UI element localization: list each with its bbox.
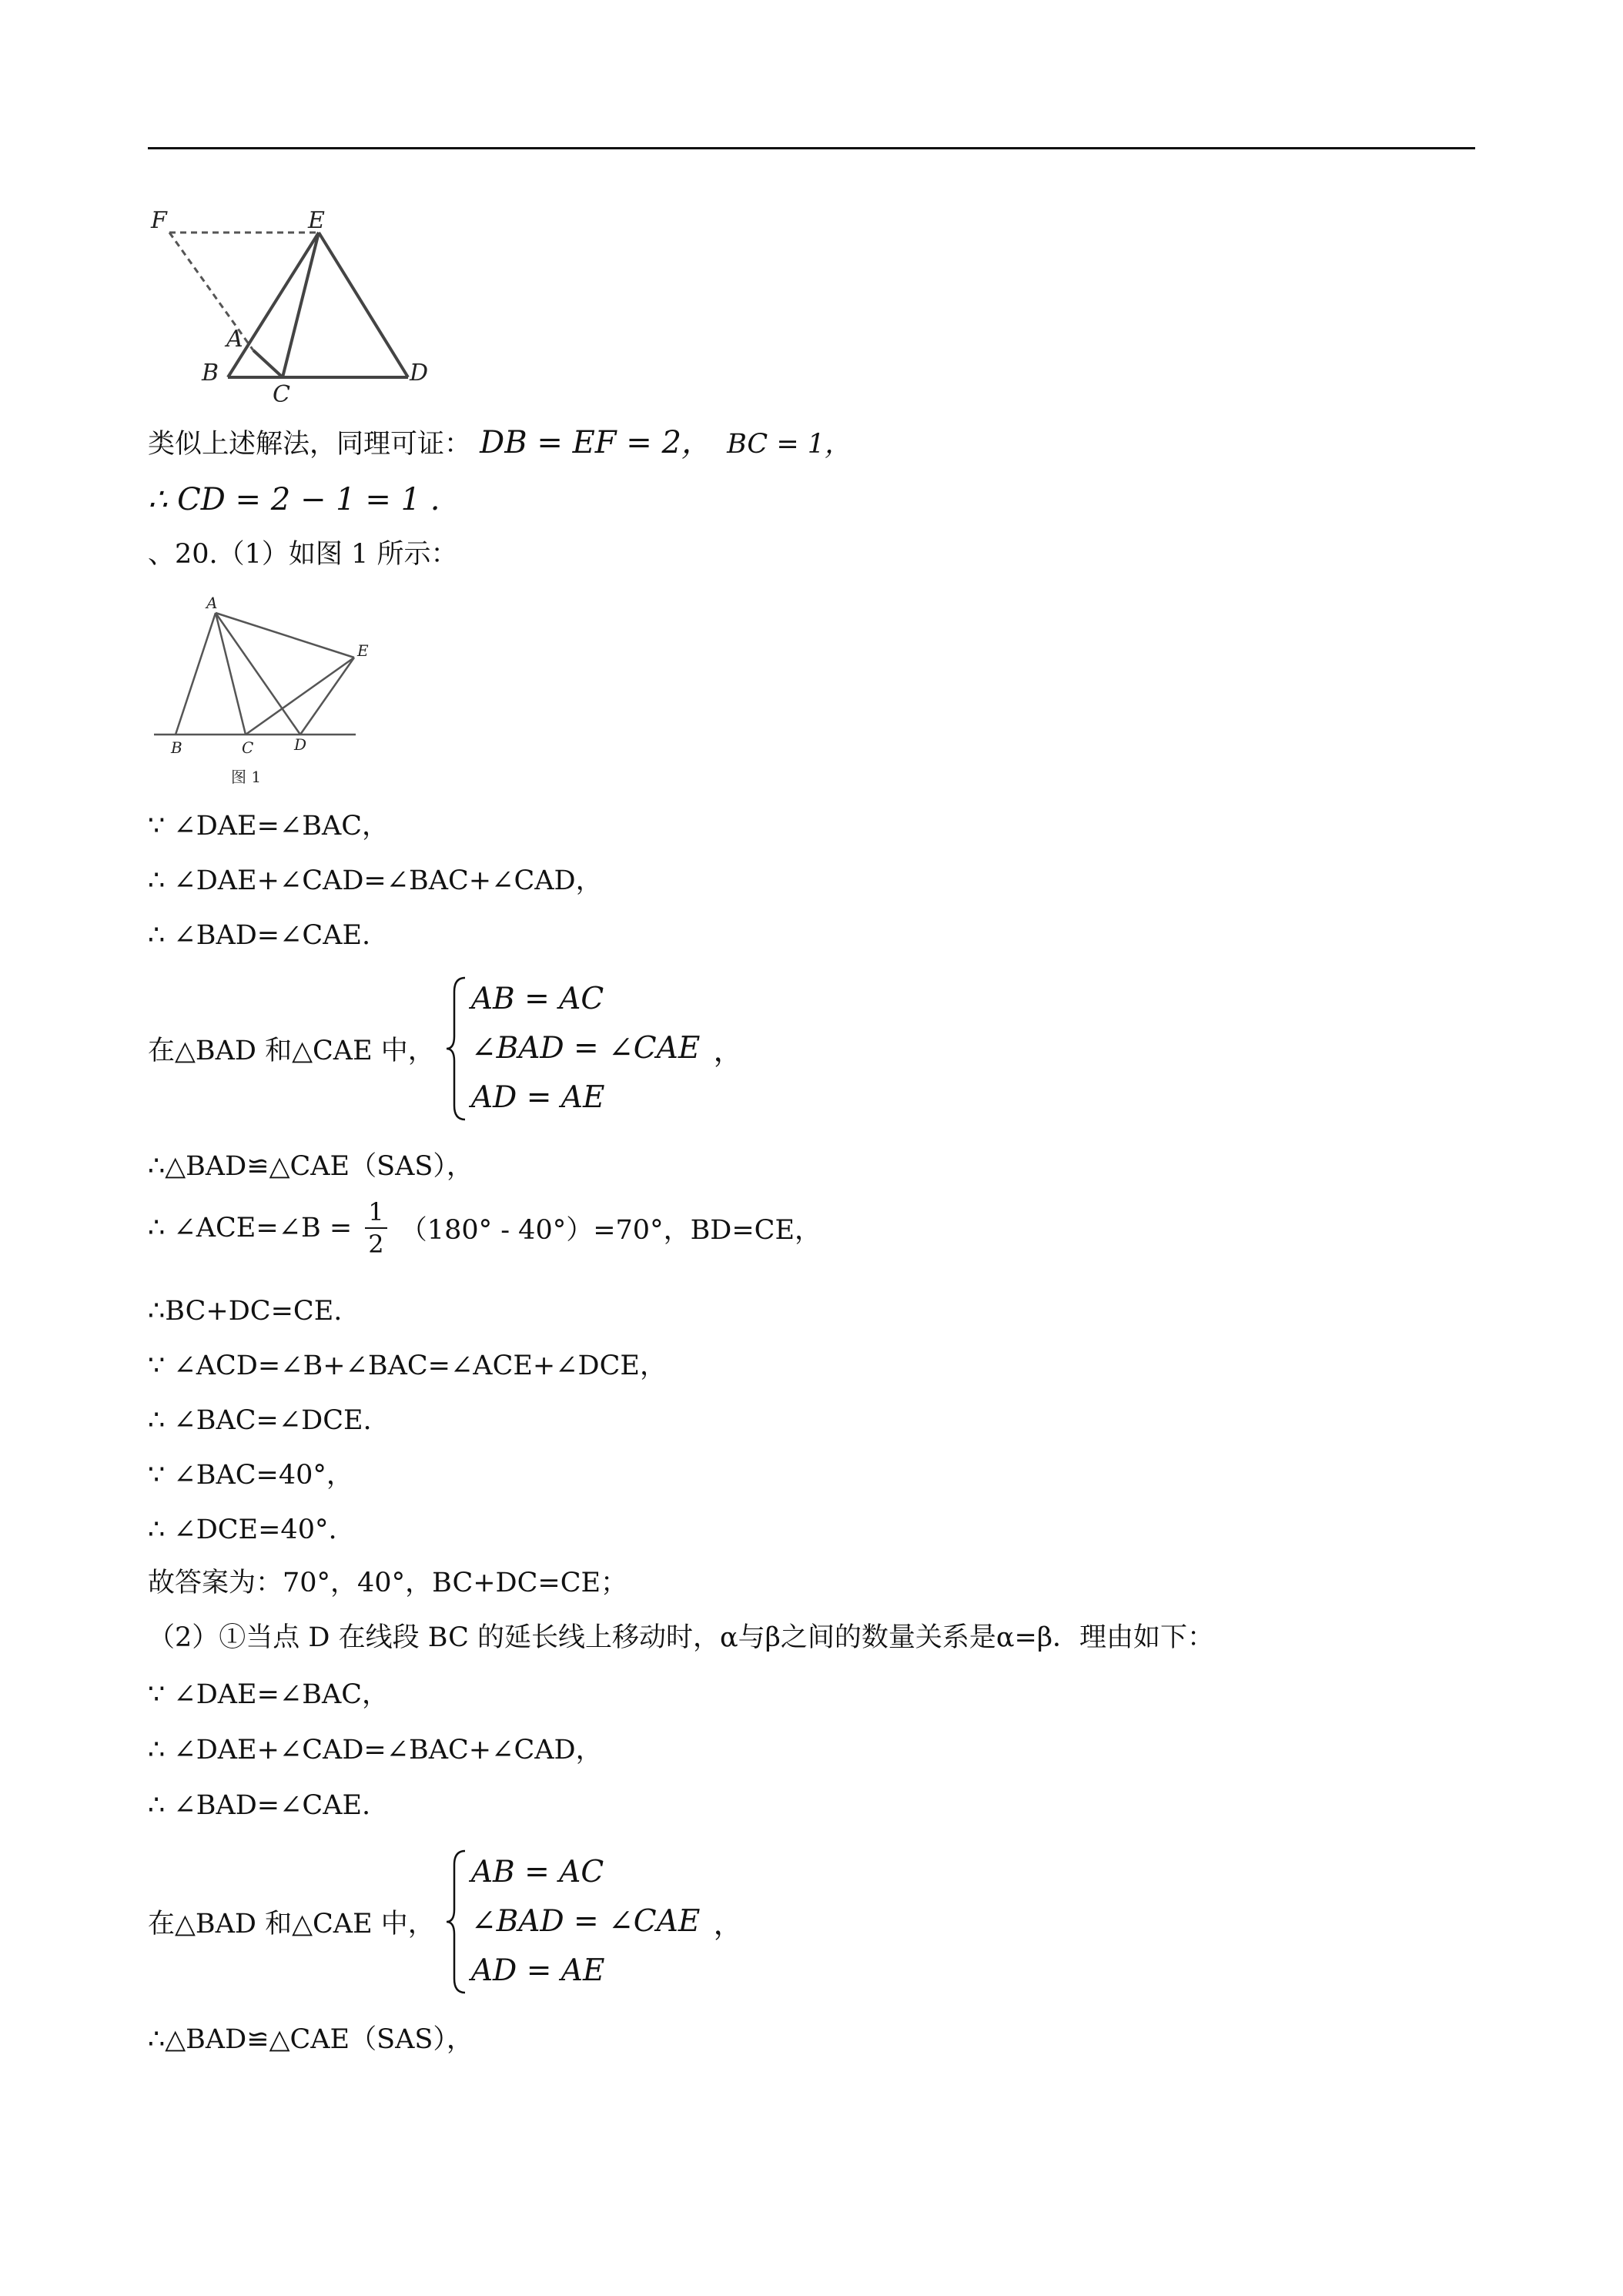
p1-eq-2: ∠BAD = ∠CAE [470,1031,701,1066]
label-c: C [242,738,254,757]
p2-system [148,1848,743,1996]
p1-line-10: ∴ ∠DCE=40°. [148,1514,337,1545]
p1-system-prefix: 在△BAD 和△CAE 中， [148,1036,435,1066]
similar-math-1: DB = EF = 2， [480,425,712,460]
figure-1 [148,591,379,799]
p1-line-4: ∴△BAD≌△CAE（SAS）， [148,1151,474,1182]
label-a: A [226,326,243,353]
fraction-denominator: 2 [368,1230,384,1259]
p1-line-3: ∴ ∠BAD=∠CAE. [148,920,371,951]
p2-system-suffix: ， [713,1907,744,1942]
segment-ab [176,613,216,735]
label-a: A [206,594,218,612]
line-cd: ∴ CD = 2 − 1 = 1 . [148,482,440,517]
p2-line-1: ∵ ∠DAE=∠BAC， [148,1679,390,1710]
label-e: E [308,207,325,234]
p2-line-2: ∴ ∠DAE+∠CAD=∠BAC+∠CAD， [148,1735,603,1766]
segment-eb [228,233,319,377]
label-f: F [151,207,167,234]
p2-system-prefix: 在△BAD 和△CAE 中， [148,1909,435,1940]
p2-line-4: ∴△BAD≌△CAE（SAS）， [148,2024,474,2055]
p1-line-2: ∴ ∠DAE+∠CAD=∠BAC+∠CAD， [148,865,603,896]
segment-ed [300,658,354,735]
p2-eq-2: ∠BAD = ∠CAE [470,1904,701,1939]
label-c: C [273,381,290,402]
similar-math-2: BC = 1， [727,429,852,460]
label-d: D [410,360,429,387]
segment-ad [216,613,300,735]
segment-ae [216,613,354,658]
segment-ac [216,613,246,735]
p2-eq-1: AB = AC [470,1855,604,1889]
fraction-numerator: 1 [365,1200,387,1229]
similar-text: 类似上述解法，同理可证： [148,429,472,460]
q20-heading: 、20.（1）如图 1 所示： [148,539,458,570]
header-rule [148,147,1475,149]
line-similar [148,423,852,464]
label-e: E [357,641,369,660]
segment-ec [283,233,319,377]
left-brace-icon [443,1848,468,1996]
p1-line-5-pre: ∴ ∠ACE=∠B = [148,1213,353,1243]
p1-system [148,975,743,1123]
figure-1-caption: 图 1 [231,768,262,786]
p1-line-1: ∵ ∠DAE=∠BAC， [148,811,390,842]
p1-line-5-post: （180° - 40°）=70°，BD=CE， [400,1215,822,1246]
p1-line-9: ∵ ∠BAC=40°， [148,1460,353,1491]
p1-system-suffix: ， [713,1034,744,1069]
label-d: D [294,735,307,754]
p1-line-5 [148,1197,822,1259]
p2-heading: （2）①当点 D 在线段 BC 的延长线上移动时，α与β之间的数量关系是α=β．理由如下： [148,1622,1215,1653]
segment-ac [253,350,283,377]
p1-line-8: ∴ ∠BAC=∠DCE. [148,1405,372,1436]
figure-top [148,202,440,402]
p1-system-equations [443,975,700,1123]
label-b: B [171,738,182,757]
p1-line-6: ∴BC+DC=CE. [148,1296,343,1327]
p2-line-3: ∴ ∠BAD=∠CAE. [148,1790,371,1821]
fraction-half [365,1197,387,1259]
p1-line-7: ∵ ∠ACD=∠B+∠BAC=∠ACE+∠DCE， [148,1350,667,1381]
left-brace-icon [443,975,468,1123]
p1-eq-1: AB = AC [470,982,604,1016]
segment-ed [319,233,408,377]
p2-system-equations [443,1848,700,1996]
label-b: B [202,360,219,387]
segment-ec [246,658,354,735]
p1-answer: 故答案为：70°，40°，BC+DC=CE； [148,1568,628,1598]
p1-eq-3: AD = AE [470,1080,605,1115]
p2-eq-3: AD = AE [470,1953,605,1988]
